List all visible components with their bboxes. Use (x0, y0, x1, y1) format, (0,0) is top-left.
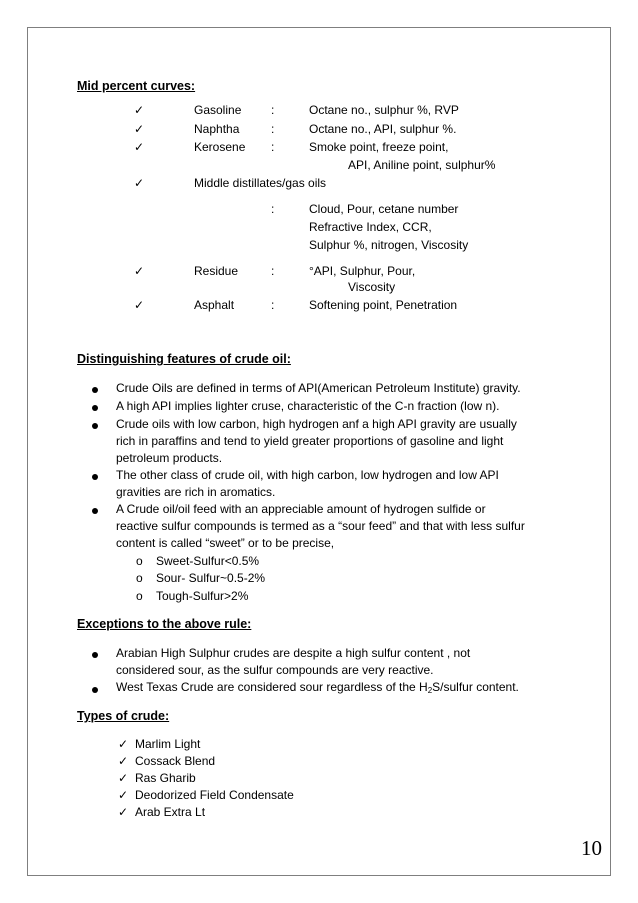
sub-bullet-icon: o (136, 571, 143, 585)
bullet-icon (92, 423, 98, 429)
heading-exceptions: Exceptions to the above rule: (77, 617, 252, 631)
separator: : (271, 264, 275, 278)
bullet-text: rich in paraffins and tend to yield greater proportions of gasoline and light (116, 434, 504, 448)
bullet-text: A high API implies lighter cruse, characteristic of the C-n fraction (low n). (116, 399, 500, 413)
bullet-text: content is called “sweet” or to be precise, (116, 536, 335, 550)
separator: : (271, 298, 275, 312)
sub-bullet-text: Tough-Sulfur>2% (156, 589, 249, 603)
crude-type: Deodorized Field Condensate (135, 788, 294, 802)
crude-type: Marlim Light (135, 737, 201, 751)
check-icon: ✓ (134, 103, 145, 117)
product-properties: Octane no., sulphur %, RVP (309, 103, 459, 117)
separator: : (271, 103, 275, 117)
product-properties: Octane no., API, sulphur %. (309, 122, 457, 136)
product-properties-cont: Refractive Index, CCR, (309, 220, 432, 234)
product-properties: Cloud, Pour, cetane number (309, 202, 459, 216)
heading-distinguishing: Distinguishing features of crude oil: (77, 352, 291, 366)
crude-type: Ras Gharib (135, 771, 196, 785)
product-name: Middle distillates/gas oils (194, 176, 327, 190)
product-properties-cont: API, Aniline point, sulphur% (348, 158, 496, 172)
bullet-text: Crude Oils are defined in terms of API(American Petroleum Institute) gravity. (116, 381, 521, 395)
bullet-text: petroleum products. (116, 451, 223, 465)
check-icon: ✓ (118, 754, 129, 768)
check-icon: ✓ (134, 122, 145, 136)
sub-bullet-icon: o (136, 554, 143, 568)
document-page (27, 27, 611, 876)
bullet-text: Crude oils with low carbon, high hydrogen anf a high API gravity are usually (116, 417, 517, 431)
sub-bullet-icon: o (136, 589, 143, 603)
check-icon: ✓ (134, 140, 145, 154)
bullet-text: A Crude oil/oil feed with an appreciable amount of hydrogen sulfide or (116, 502, 486, 516)
sub-bullet-text: Sour- Sulfur~0.5-2% (156, 571, 266, 585)
bullet-text: Arabian High Sulphur crudes are despite a high sulfur content , not (116, 646, 471, 660)
bullet-icon (92, 474, 98, 480)
separator: : (271, 122, 275, 136)
page-number: 10 (581, 836, 602, 860)
check-icon: ✓ (134, 298, 145, 312)
product-properties: °API, Sulphur, Pour, (309, 264, 416, 278)
product-name: Kerosene (194, 140, 246, 154)
check-icon: ✓ (118, 771, 129, 785)
product-properties: Smoke point, freeze point, (309, 140, 449, 154)
crude-type: Cossack Blend (135, 754, 216, 768)
product-properties-cont: Viscosity (348, 280, 396, 294)
product-name: Naphtha (194, 122, 240, 136)
bullet-icon (92, 652, 98, 658)
bullet-text: The other class of crude oil, with high carbon, low hydrogen and low API (116, 468, 499, 482)
check-icon: ✓ (134, 264, 145, 278)
bullet-icon (92, 405, 98, 411)
check-icon: ✓ (118, 737, 129, 751)
product-name: Residue (194, 264, 239, 278)
product-name: Asphalt (194, 298, 235, 312)
heading-types: Types of crude: (77, 709, 170, 723)
check-icon: ✓ (118, 805, 129, 819)
crude-type: Arab Extra Lt (135, 805, 206, 819)
bullet-icon (92, 387, 98, 393)
separator: : (271, 202, 275, 216)
bullet-text: gravities are rich in aromatics. (116, 485, 276, 499)
separator: : (271, 140, 275, 154)
bullet-text: West Texas Crude are considered sour regardless of the $H_2S$/sulfur content. (116, 680, 519, 695)
check-icon: ✓ (134, 176, 145, 190)
sub-bullet-text: Sweet-Sulfur<0.5% (156, 554, 260, 568)
check-icon: ✓ (118, 788, 129, 802)
bullet-icon (92, 508, 98, 514)
product-properties-cont: Sulphur %, nitrogen, Viscosity (309, 238, 469, 252)
heading-mid-percent: Mid percent curves: (77, 79, 196, 93)
product-name: Gasoline (194, 103, 242, 117)
bullet-text: reactive sulfur compounds is termed as a “sour feed” and that with less sulfur (116, 519, 525, 533)
bullet-icon (92, 687, 98, 693)
bullet-text: considered sour, as the sulfur compounds are very reactive. (116, 663, 434, 677)
product-properties: Softening point, Penetration (309, 298, 458, 312)
